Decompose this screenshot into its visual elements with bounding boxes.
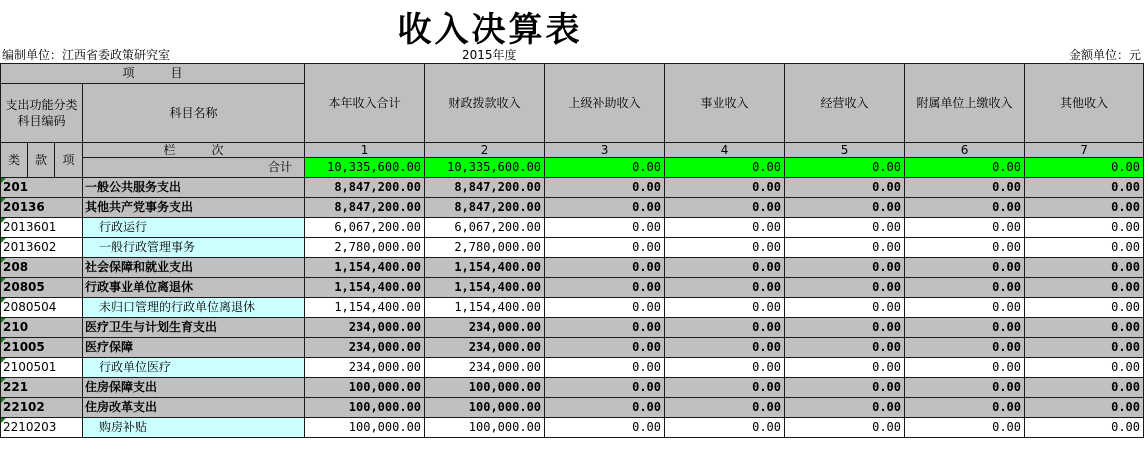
- amount-cell[interactable]: 0.00: [665, 178, 785, 198]
- header-col-6: 附属单位上缴收入: [905, 64, 1025, 143]
- amount-cell[interactable]: 0.00: [1025, 398, 1144, 418]
- amount-cell[interactable]: 0.00: [665, 398, 785, 418]
- table-row: [1, 178, 1144, 198]
- table-row: [1, 398, 1144, 418]
- function-code[interactable]: 210: [1, 318, 83, 338]
- function-code[interactable]: 2100501: [1, 358, 83, 378]
- col-number: 6: [905, 143, 1025, 158]
- amount-cell[interactable]: 1,154,400.00: [305, 278, 425, 298]
- amount-cell[interactable]: 0.00: [665, 318, 785, 338]
- header-lanci: 栏 次: [83, 143, 305, 158]
- amount-cell[interactable]: 0.00: [545, 258, 665, 278]
- amount-cell[interactable]: 0.00: [905, 358, 1025, 378]
- amount-cell[interactable]: 234,000.00: [305, 318, 425, 338]
- subject-name[interactable]: 住房保障支出: [83, 378, 305, 398]
- subject-name[interactable]: 未归口管理的行政单位离退休: [83, 298, 305, 318]
- amount-cell[interactable]: 0.00: [905, 318, 1025, 338]
- col-number: 2: [425, 143, 545, 158]
- amount-cell[interactable]: 0.00: [785, 318, 905, 338]
- total-label: 合计: [83, 158, 305, 178]
- amount-cell[interactable]: 0.00: [785, 218, 905, 238]
- amount-cell[interactable]: 1,154,400.00: [425, 258, 545, 278]
- amount-cell[interactable]: 0.00: [1025, 278, 1144, 298]
- amount-cell[interactable]: 0.00: [785, 178, 905, 198]
- header-subject-name: 科目名称: [83, 84, 305, 143]
- amount-cell[interactable]: 0.00: [665, 358, 785, 378]
- table-row: [1, 238, 1144, 258]
- amount-cell[interactable]: 0.00: [905, 298, 1025, 318]
- total-cell: 0.00: [665, 158, 785, 178]
- header-code-group: 支出功能分类科目编码: [1, 84, 83, 143]
- amount-cell[interactable]: 0.00: [1025, 318, 1144, 338]
- amount-cell[interactable]: 0.00: [785, 358, 905, 378]
- amount-cell[interactable]: 6,067,200.00: [425, 218, 545, 238]
- subject-name[interactable]: 行政事业单位离退休: [83, 278, 305, 298]
- amount-cell[interactable]: 0.00: [545, 398, 665, 418]
- table-row: [1, 218, 1144, 238]
- header-col-5: 经营收入: [785, 64, 905, 143]
- amount-cell[interactable]: 234,000.00: [425, 318, 545, 338]
- total-cell: 0.00: [545, 158, 665, 178]
- header-item: 项 目: [1, 64, 305, 84]
- amount-cell[interactable]: 0.00: [665, 278, 785, 298]
- amount-cell[interactable]: 0.00: [545, 318, 665, 338]
- col-number: 3: [545, 143, 665, 158]
- amount-cell[interactable]: 0.00: [905, 178, 1025, 198]
- income-table: [0, 63, 1144, 438]
- total-cell: 0.00: [905, 158, 1025, 178]
- amount-cell[interactable]: 6,067,200.00: [305, 218, 425, 238]
- subject-name[interactable]: 医疗卫生与计划生育支出: [83, 318, 305, 338]
- amount-cell[interactable]: 0.00: [785, 298, 905, 318]
- amount-cell[interactable]: 0.00: [905, 378, 1025, 398]
- amount-cell[interactable]: 0.00: [1025, 218, 1144, 238]
- amount-cell[interactable]: 0.00: [1025, 378, 1144, 398]
- table-row: [1, 358, 1144, 378]
- header-col-3: 上级补助收入: [545, 64, 665, 143]
- amount-cell[interactable]: 2,780,000.00: [305, 238, 425, 258]
- amount-cell[interactable]: 0.00: [1025, 258, 1144, 278]
- amount-cell[interactable]: 0.00: [785, 378, 905, 398]
- amount-cell[interactable]: 8,847,200.00: [425, 178, 545, 198]
- function-code[interactable]: 21005: [1, 338, 83, 358]
- header-col-2: 财政拨款收入: [425, 64, 545, 143]
- amount-cell[interactable]: 0.00: [1025, 298, 1144, 318]
- amount-cell[interactable]: 100,000.00: [425, 398, 545, 418]
- amount-cell[interactable]: 1,154,400.00: [305, 258, 425, 278]
- amount-cell[interactable]: 0.00: [545, 378, 665, 398]
- function-code[interactable]: 2013602: [1, 238, 83, 258]
- amount-cell[interactable]: 0.00: [665, 378, 785, 398]
- amount-cell[interactable]: 0.00: [545, 338, 665, 358]
- amount-cell[interactable]: 0.00: [1025, 338, 1144, 358]
- subject-name[interactable]: 行政运行: [83, 218, 305, 238]
- function-code[interactable]: 2013601: [1, 218, 83, 238]
- amount-cell[interactable]: 0.00: [905, 338, 1025, 358]
- amount-cell[interactable]: 0.00: [785, 238, 905, 258]
- amount-cell[interactable]: 0.00: [905, 218, 1025, 238]
- col-number: 4: [665, 143, 785, 158]
- table-row: [1, 318, 1144, 338]
- table-body: [1, 178, 1144, 438]
- money-unit: 金额单位：元: [1068, 48, 1141, 62]
- amount-cell[interactable]: 0.00: [545, 278, 665, 298]
- amount-cell[interactable]: 0.00: [905, 238, 1025, 258]
- header-xiang: 项: [55, 143, 83, 178]
- amount-cell[interactable]: 234,000.00: [305, 338, 425, 358]
- amount-cell[interactable]: 0.00: [545, 218, 665, 238]
- reporting-unit: 编制单位：江西省委政策研究室: [2, 48, 171, 62]
- amount-cell[interactable]: 0.00: [545, 358, 665, 378]
- amount-cell[interactable]: 2,780,000.00: [425, 238, 545, 258]
- table-row: [1, 338, 1144, 358]
- amount-cell[interactable]: 0.00: [545, 238, 665, 258]
- amount-cell[interactable]: 0.00: [665, 298, 785, 318]
- amount-cell[interactable]: 8,847,200.00: [425, 198, 545, 218]
- amount-cell[interactable]: 100,000.00: [305, 418, 425, 438]
- table-row: [1, 198, 1144, 218]
- amount-cell[interactable]: 0.00: [905, 198, 1025, 218]
- function-code[interactable]: 2080504: [1, 298, 83, 318]
- amount-cell[interactable]: 0.00: [905, 258, 1025, 278]
- table-row: [1, 298, 1144, 318]
- amount-cell[interactable]: 0.00: [1025, 198, 1144, 218]
- amount-cell[interactable]: 8,847,200.00: [305, 198, 425, 218]
- table-row: [1, 258, 1144, 278]
- amount-cell[interactable]: 1,154,400.00: [425, 298, 545, 318]
- amount-cell[interactable]: 0.00: [905, 418, 1025, 438]
- subject-name[interactable]: 购房补贴: [83, 418, 305, 438]
- total-cell: 0.00: [1025, 158, 1144, 178]
- subject-name[interactable]: 其他共产党事务支出: [83, 198, 305, 218]
- amount-cell[interactable]: 0.00: [545, 418, 665, 438]
- amount-cell[interactable]: 0.00: [1025, 418, 1144, 438]
- amount-cell[interactable]: 1,154,400.00: [425, 278, 545, 298]
- table-row: [1, 278, 1144, 298]
- subject-name[interactable]: 行政单位医疗: [83, 358, 305, 378]
- total-cell: 0.00: [785, 158, 905, 178]
- amount-cell[interactable]: 0.00: [785, 398, 905, 418]
- amount-cell[interactable]: 0.00: [665, 338, 785, 358]
- header-col-1: 本年收入合计: [305, 64, 425, 143]
- amount-cell[interactable]: 0.00: [1025, 358, 1144, 378]
- function-code[interactable]: 201: [1, 178, 83, 198]
- page-title: 收入决算表: [397, 10, 583, 50]
- amount-cell[interactable]: 234,000.00: [425, 338, 545, 358]
- amount-cell[interactable]: 0.00: [665, 418, 785, 438]
- subject-name[interactable]: 社会保障和就业支出: [83, 258, 305, 278]
- amount-cell[interactable]: 100,000.00: [425, 418, 545, 438]
- header-col-7: 其他收入: [1025, 64, 1144, 143]
- amount-cell[interactable]: 0.00: [785, 418, 905, 438]
- amount-cell[interactable]: 234,000.00: [425, 358, 545, 378]
- col-number: 7: [1025, 143, 1144, 158]
- amount-cell[interactable]: 1,154,400.00: [305, 298, 425, 318]
- table-row: [1, 418, 1144, 438]
- function-code[interactable]: 22102: [1, 398, 83, 418]
- amount-cell[interactable]: 0.00: [545, 298, 665, 318]
- amount-cell[interactable]: 0.00: [1025, 178, 1144, 198]
- amount-cell[interactable]: 0.00: [545, 198, 665, 218]
- amount-cell[interactable]: 0.00: [545, 178, 665, 198]
- amount-cell[interactable]: 8,847,200.00: [305, 178, 425, 198]
- header-lei: 类: [1, 143, 28, 178]
- amount-cell[interactable]: 100,000.00: [305, 398, 425, 418]
- amount-cell[interactable]: 0.00: [665, 198, 785, 218]
- total-cell: 10,335,600.00: [305, 158, 425, 178]
- amount-cell[interactable]: 0.00: [1025, 238, 1144, 258]
- report-year: 2015年度: [462, 48, 517, 62]
- header-col-4: 事业收入: [665, 64, 785, 143]
- amount-cell[interactable]: 100,000.00: [425, 378, 545, 398]
- subject-name[interactable]: 一般公共服务支出: [83, 178, 305, 198]
- amount-cell[interactable]: 0.00: [785, 258, 905, 278]
- header-kuan: 款: [28, 143, 55, 178]
- table-row: [1, 378, 1144, 398]
- amount-cell[interactable]: 0.00: [905, 398, 1025, 418]
- amount-cell[interactable]: 0.00: [785, 338, 905, 358]
- amount-cell[interactable]: 0.00: [905, 278, 1025, 298]
- subject-name[interactable]: 医疗保障: [83, 338, 305, 358]
- function-code[interactable]: 208: [1, 258, 83, 278]
- function-code[interactable]: 221: [1, 378, 83, 398]
- function-code[interactable]: 2210203: [1, 418, 83, 438]
- subject-name[interactable]: 一般行政管理事务: [83, 238, 305, 258]
- col-number: 1: [305, 143, 425, 158]
- subject-name[interactable]: 住房改革支出: [83, 398, 305, 418]
- amount-cell[interactable]: 100,000.00: [305, 378, 425, 398]
- function-code[interactable]: 20805: [1, 278, 83, 298]
- amount-cell[interactable]: 0.00: [665, 218, 785, 238]
- col-number: 5: [785, 143, 905, 158]
- amount-cell[interactable]: 234,000.00: [305, 358, 425, 378]
- amount-cell[interactable]: 0.00: [665, 238, 785, 258]
- function-code[interactable]: 20136: [1, 198, 83, 218]
- amount-cell[interactable]: 0.00: [665, 258, 785, 278]
- amount-cell[interactable]: 0.00: [785, 198, 905, 218]
- amount-cell[interactable]: 0.00: [785, 278, 905, 298]
- total-cell: 10,335,600.00: [425, 158, 545, 178]
